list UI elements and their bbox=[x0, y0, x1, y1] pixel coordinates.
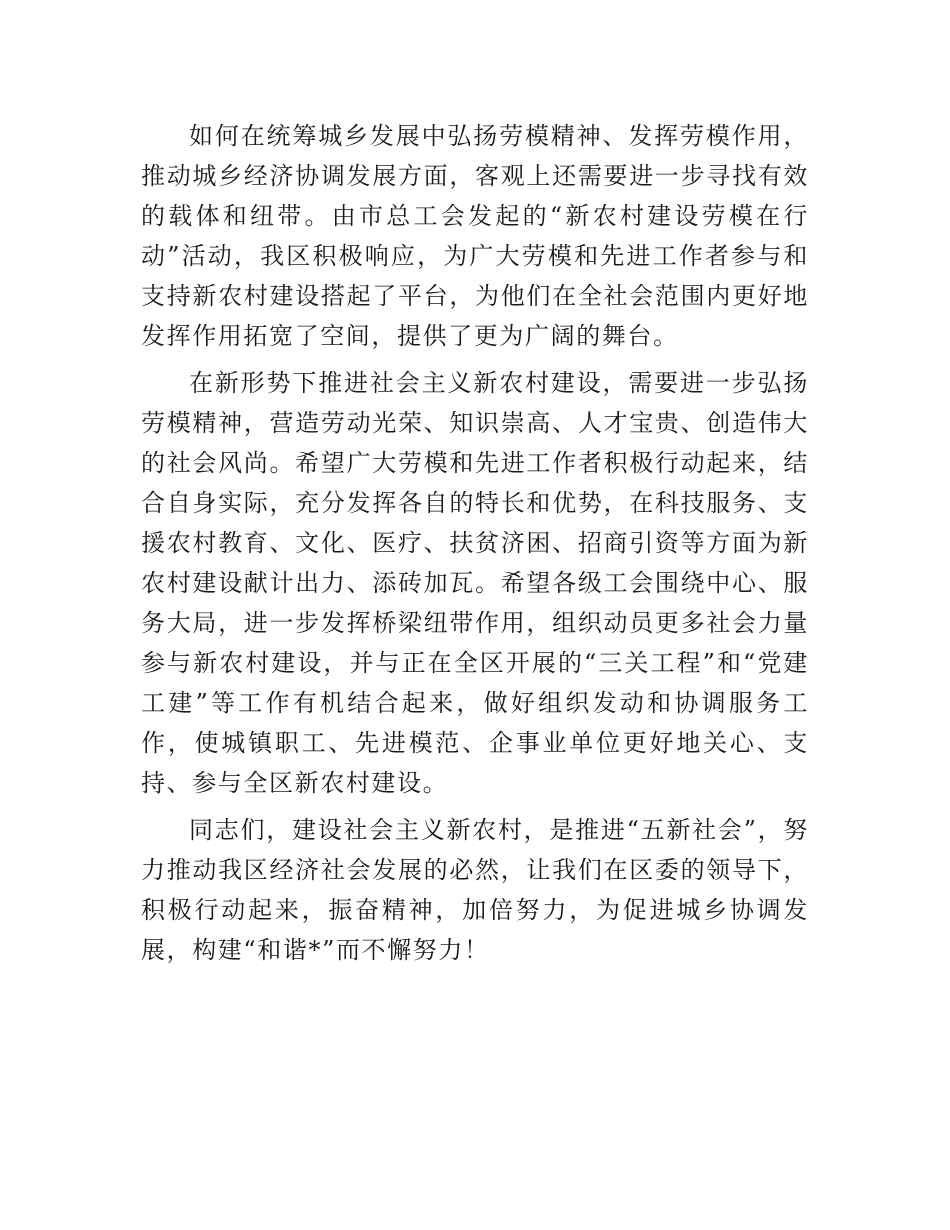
paragraph-3: 同志们，建设社会主义新农村，是推进“五新社会”，努力推动我区经济社会发展的必然，让我们在区委的领导下，积极行动起来，振奋精神，加倍努力，为促进城乡协调发展，构建“和谐*”而不懈努力！ bbox=[141, 816, 809, 964]
paragraph-1: 如何在统筹城乡发展中弘扬劳模精神、发挥劳模作用，推动城乡经济协调发展方面，客观上还需要进一步寻找有效的载体和纽带。由市总工会发起的“新农村建设劳模在行动”活动，我区积极响应，为广大劳模和先进工作者参与和支持新农村建设搭起了平台，为他们在全社会范围内更好地发挥作用拓宽了空间，提供了更为广阔的舞台。 bbox=[141, 122, 809, 350]
document-body bbox=[141, 116, 809, 977]
paragraph-2: 在新形势下推进社会主义新农村建设，需要进一步弘扬劳模精神，营造劳动光荣、知识崇高、人才宝贵、创造伟大的社会风尚。希望广大劳模和先进工作者积极行动起来，结合自身实际，充分发挥各自的特长和优势，在科技服务、支援农村教育、文化、医疗、扶贫济困、招商引资等方面为新农村建设献计出力、添砖加瓦。希望各级工会围绕中心、服务大局，进一步发挥桥梁纽带作用，组织动员更多社会力量参与新农村建设，并与正在全区开展的“三关工程”和“党建工建”等工作有机结合起来，做好组织发动和协调服务工作，使城镇职工、先进模范、企事业单位更好地关心、支持、参与全区新农村建设。 bbox=[141, 369, 809, 797]
